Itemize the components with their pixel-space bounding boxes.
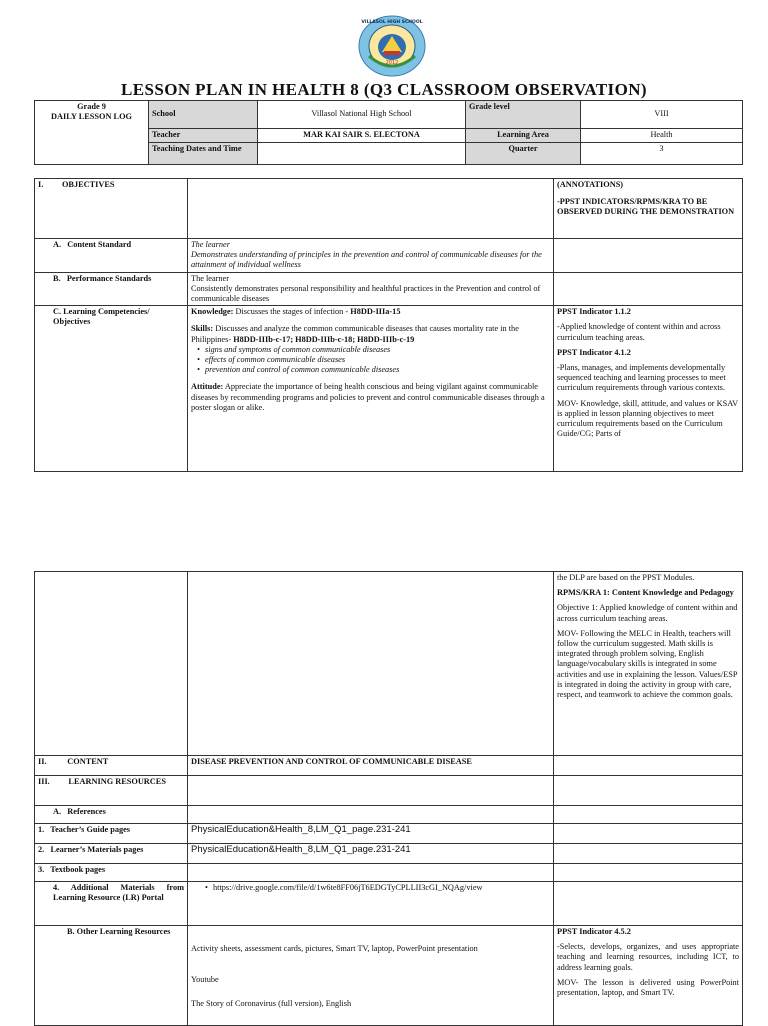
textbook-label: 3. Textbook pages	[35, 864, 188, 882]
skills-label: Skills:	[191, 324, 214, 334]
additional-materials-label: 4. Additional Materials from Learning Resource (LR) Portal	[35, 882, 188, 926]
svg-text:2012: 2012	[385, 60, 399, 66]
mov3-text: MOV- The lesson is delivered using PowerPoint presentation, laptop, and Smart TV.	[557, 977, 739, 998]
competencies-annotation	[554, 306, 743, 472]
objective1-text: Objective 1: Applied knowledge of content within and across curriculum teaching areas.	[557, 603, 738, 623]
quarter-label: Quarter	[466, 143, 581, 165]
other-resources-annotation	[554, 926, 743, 1026]
learning-area-value: Health	[581, 129, 743, 143]
mov1-text: MOV- Knowledge, skill, attitude, and values or KSAV is applied in lesson planning objectives to meet curriculum requirements based on the Curriculum Guide/CG; Parts of	[557, 398, 738, 439]
ppst3-text: -Selects, develops, organizes, and uses appropriate teaching and learning resources, including ICT, to address learning goals.	[557, 942, 739, 972]
grade-label: Grade 9	[77, 102, 106, 111]
grade-level-value: VIII	[581, 101, 743, 129]
attitude-text: Appreciate the importance of being health conscious and being vigilant against communicable diseases by recommending programs and policies to prevent and control communicable diseases through a poster slogan or alike.	[191, 382, 545, 412]
cont-mid-blank	[188, 572, 554, 756]
content-value: DISEASE PREVENTION AND CONTROL OF COMMUNICABLE DISEASE	[188, 756, 554, 776]
school-label: School	[149, 101, 258, 129]
textbook-value	[188, 864, 554, 882]
learning-resources-blank	[188, 776, 554, 806]
learning-resources-annotation	[554, 776, 743, 806]
other-resources-label: B. Other Learning Resources	[35, 926, 188, 1026]
objectives-table	[34, 178, 743, 472]
references-annotation	[554, 806, 743, 824]
additional-materials-value	[188, 882, 554, 926]
additional-link[interactable]: • https://drive.google.com/file/d/1w6te8FF06jT6EDGTyCPLLII3cGI_NQAg/view	[213, 883, 550, 893]
header-table	[34, 100, 743, 165]
skills-line	[191, 324, 550, 344]
content-standard-value	[188, 239, 554, 273]
ppst1-title: PPST Indicator 1.1.2	[557, 307, 631, 317]
ppst2-title: PPST Indicator 4.1.2	[557, 347, 631, 357]
other-resources-line3: The Story of Coronavirus (full version), English	[191, 999, 352, 1009]
knowledge-code: H8DD-IIIa-15	[350, 307, 401, 317]
teacher-value: MAR KAI SAIR S. ELECTONA	[258, 129, 466, 143]
learners-materials-label: 2. Learner’s Materials pages	[35, 844, 188, 864]
ppst1-text: -Applied knowledge of content within and across curriculum teaching areas.	[557, 322, 721, 342]
skills-text: Discusses and analyze the common communicable diseases that causes mortality rate in the Philippines-	[191, 324, 519, 344]
textbook-annotation	[554, 864, 743, 882]
performance-standards-line2: Consistently demonstrates personal responsibility and healthful practices in the Prevention and control of communicable diseases	[191, 283, 541, 304]
quarter-value: 3	[581, 143, 743, 165]
performance-standards-line1: The learner	[191, 273, 230, 283]
resources-table	[34, 571, 743, 1026]
annotations-heading: (ANNOTATIONS)	[557, 180, 624, 189]
dates-label: Teaching Dates and Time	[149, 143, 258, 165]
learning-area-label: Learning Area	[466, 129, 581, 143]
references-label: A. References	[35, 806, 188, 824]
mov2-text: MOV- Following the MELC in Health, teachers will follow the curriculum suggested. Math skills is integrated through problem solving, English language/vocabulary skills is integrated in some activities and use in explaining the lesson. Values/ESP is integrated in doing the activity in group with care, respect, and teamwork to achieve the common goals.	[557, 628, 738, 700]
learners-materials-annotation	[554, 844, 743, 864]
objectives-heading: I. OBJECTIVES	[35, 179, 188, 239]
rpms-annotation	[554, 572, 743, 756]
document-title: LESSON PLAN IN HEALTH 8 (Q3 CLASSROOM OBSERVATION)	[121, 80, 647, 99]
objectives-blank	[188, 179, 554, 239]
other-resources-line2: Youtube	[191, 975, 219, 985]
rpms-title: RPMS/KRA 1: Content Knowledge and Pedagogy	[557, 588, 734, 598]
content-label: II. CONTENT	[35, 756, 188, 776]
performance-standards-annotation	[554, 272, 743, 306]
skills-codes: H8DD-IIIb-c-17; H8DD-IIIb-c-18; H8DD-IIIb-c-19	[233, 334, 415, 344]
learners-materials-value: PhysicalEducation&Health_8,LM_Q1_page.231-241	[188, 844, 554, 864]
references-blank	[188, 806, 554, 824]
ppst-observed: -PPST INDICATORS/RPMS/KRA TO BE OBSERVED DURING THE DEMONSTRATION	[557, 197, 735, 217]
cont-left-blank	[35, 572, 188, 756]
performance-standards-label: B. Performance Standards	[35, 272, 188, 306]
content-standard-label: A. Content Standard	[35, 239, 188, 273]
teachers-guide-value: PhysicalEducation&Health_8,LM_Q1_page.231-241	[188, 824, 554, 844]
annotations-cell	[554, 179, 743, 239]
content-standard-annotation	[554, 239, 743, 273]
attitude-label: Attitude:	[191, 382, 224, 392]
daily-log-label: DAILY LESSON LOG	[51, 112, 132, 122]
content-standard-line1: The learner	[191, 240, 230, 249]
teachers-guide-annotation	[554, 824, 743, 844]
list-item: • effects of common communicable diseases	[205, 355, 550, 365]
school-logo	[357, 14, 427, 78]
other-resources-line1: Activity sheets, assessment cards, pictures, Smart TV, laptop, PowerPoint presentation	[191, 944, 478, 953]
school-value: Villasol National High School	[258, 101, 466, 129]
grade-cell	[35, 101, 149, 165]
ppst3-title: PPST Indicator 4.5.2	[557, 927, 631, 936]
continued-text: the DLP are based on the PPST Modules.	[557, 573, 695, 582]
attitude-line	[191, 382, 550, 413]
additional-materials-list	[191, 883, 550, 893]
learning-resources-label: III. LEARNING RESOURCES	[35, 776, 188, 806]
dates-value	[258, 143, 466, 165]
competencies-label: C. Learning Competencies/ Objectives	[35, 306, 188, 472]
list-item: • signs and symptoms of common communicable diseases	[205, 345, 550, 355]
knowledge-label: Knowledge:	[191, 307, 234, 317]
content-standard-line2: Demonstrates understanding of principles in the prevention and control of communicable diseases for the attainment of individual wellness	[191, 250, 542, 270]
grade-level-label: Grade level	[466, 101, 581, 129]
teacher-label: Teacher	[149, 129, 258, 143]
skills-list	[191, 345, 550, 376]
performance-standards-value	[188, 272, 554, 306]
svg-text:VILLASOL HIGH SCHOOL: VILLASOL HIGH SCHOOL	[361, 20, 423, 25]
teachers-guide-label: 1. Teacher’s Guide pages	[35, 824, 188, 844]
ppst2-text: -Plans, manages, and implements developmentally sequenced teaching and learning processes to meet curriculum requirements through various contexts.	[557, 363, 726, 393]
other-resources-value	[188, 926, 554, 1026]
knowledge-line	[191, 307, 550, 317]
content-annotation	[554, 756, 743, 776]
competencies-value	[188, 306, 554, 472]
list-item: • prevention and control of common communicable diseases	[205, 365, 550, 375]
additional-materials-annotation	[554, 882, 743, 926]
knowledge-text: Discusses the stages of infection -	[233, 307, 351, 317]
